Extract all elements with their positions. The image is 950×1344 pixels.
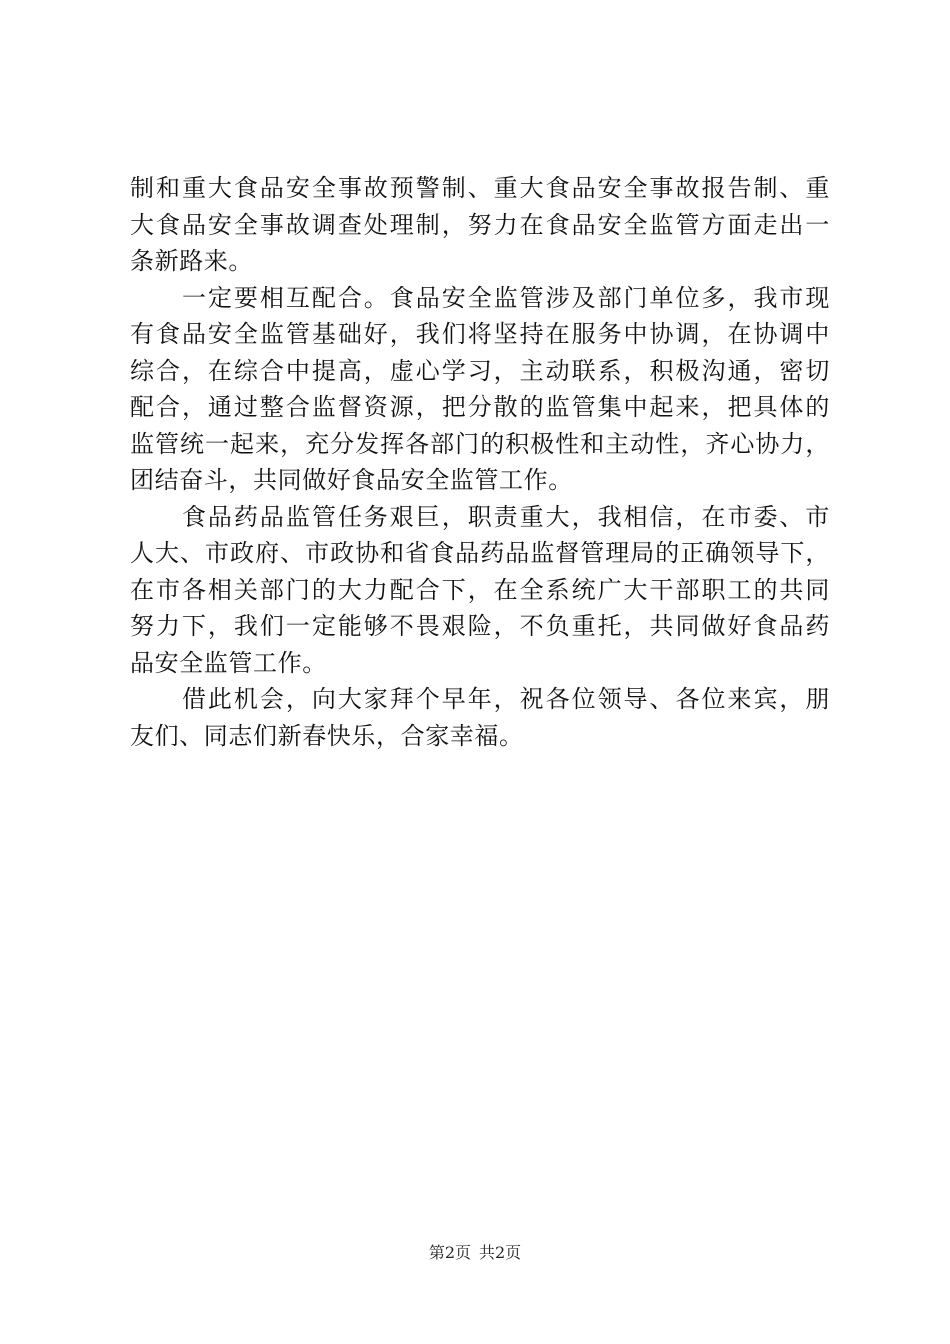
text-line: 在市各相关部门的大力配合下，在全系统广大干部职工的共同 [130, 575, 830, 604]
text-line: 借此机会，向大家拜个早年，祝各位领导、各位来宾，朋 [130, 685, 830, 713]
text-line: 人大、市政府、市政协和省食品药品监督管理局的正确领导下， [130, 539, 830, 567]
text-line: 努力下，我们一定能够不畏艰险，不负重托，共同做好食品药 [130, 612, 830, 640]
text-line: 友们、同志们新春快乐，合家幸福。 [130, 721, 524, 750]
page-footer [0, 1243, 950, 1263]
text-line: 团结奋斗，共同做好食品安全监管工作。 [130, 466, 573, 494]
text-line: 制和重大食品安全事故预警制、重大食品安全事故报告制、重 [130, 174, 830, 202]
page-total: 共2页 [479, 1243, 522, 1262]
document-body [130, 170, 830, 754]
paragraph-4 [130, 681, 830, 754]
text-line: 大食品安全事故调查处理制，努力在食品安全监管方面走出一 [130, 210, 830, 239]
text-line: 食品药品监管任务艰巨，职责重大，我相信，在市委、市 [130, 502, 830, 531]
text-line: 有食品安全监管基础好，我们将坚持在服务中协调，在协调中 [130, 320, 830, 348]
text-line: 综合，在综合中提高，虚心学习，主动联系，积极沟通，密切 [130, 356, 830, 385]
paragraph-2 [130, 280, 830, 499]
text-line: 一定要相互配合。食品安全监管涉及部门单位多，我市现 [130, 283, 830, 312]
text-line: 品安全监管工作。 [130, 648, 327, 677]
page-number: 第2页 [428, 1243, 471, 1262]
text-line: 监管统一起来，充分发挥各部门的积极性和主动性，齐心协力， [130, 429, 830, 458]
paragraph-3 [130, 499, 830, 682]
text-line: 条新路来。 [130, 247, 253, 275]
paragraph-1 [130, 170, 830, 280]
text-line: 配合，通过整合监督资源，把分散的监管集中起来，把具体的 [130, 393, 830, 421]
